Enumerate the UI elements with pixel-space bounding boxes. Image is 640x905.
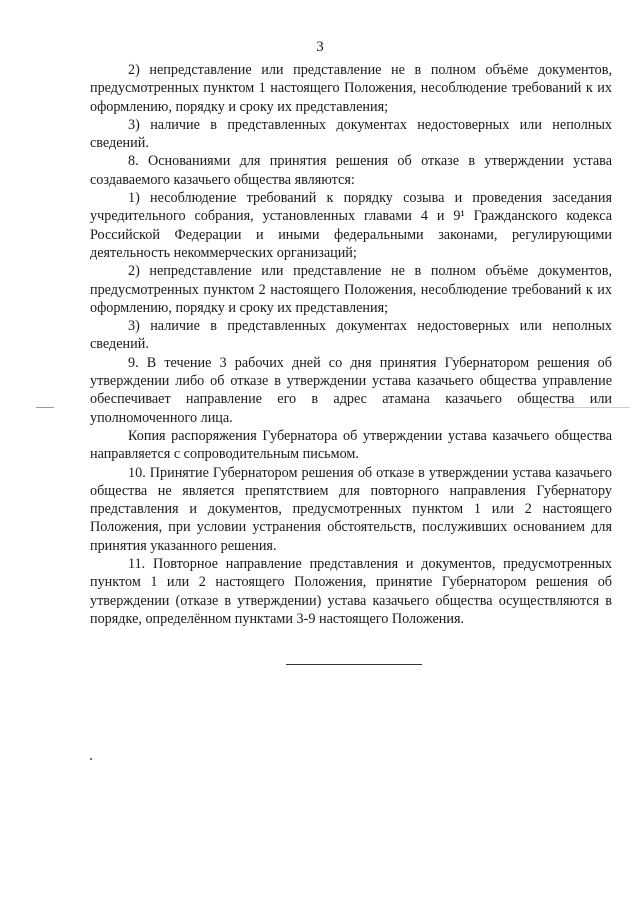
paragraph-11: 11. Повторное направление представления и документов, предусмотренных пунктом 1 или 2 настоящего Положения, принятие Губернатором решения об утверждении (отказе в утверждении) устава казачьего общества осуществляются в порядке, определённом пунктами 3-9 настоящего Положения.	[90, 556, 612, 627]
paragraph-8-2: 2) непредставление или представление не в полном объёме документов, предусмотренных пунктом 2 настоящего Положения, несоблюдение требований к их оформлению, порядку и сроку их представления;	[90, 263, 612, 316]
paragraph-7-3: 3) наличие в представленных документах недостоверных или неполных сведений.	[90, 116, 612, 152]
paragraph-9-copy: Копия распоряжения Губернатора об утверждении устава казачьего общества направляется с сопроводительным письмом.	[90, 427, 612, 463]
stray-dot-mark	[90, 758, 92, 760]
paragraph-9: 9. В течение 3 рабочих дней со дня принятия Губернатором решения об утверждении либо об отказе в утверждении устава казачьего общества управление обеспечивает направление его в адрес атамана казачьего общества или уполномоченного лица.	[90, 354, 612, 426]
document-body	[90, 61, 612, 628]
scan-artifact-right	[540, 407, 630, 408]
paragraph-8-3: 3) наличие в представленных документах недостоверных или неполных сведений.	[90, 318, 612, 353]
scan-artifact-left	[36, 407, 54, 408]
paragraph-7-2: 2) непредставление или представление не в полном объёме документов, предусмотренных пунктом 1 настоящего Положения, несоблюдение требований к их оформлению, порядку и сроку их представления;	[90, 62, 612, 115]
paragraph-10: 10. Принятие Губернатором решения об отказе в утверждении устава казачьего общества не является препятствием для повторного направления Губернатору представления и документов, предусмотренных пунктом 1 или 2 настоящего Положения, при условии устранения обстоятельств, послуживших основанием для принятия указанного решения.	[90, 464, 612, 554]
page-number: 3	[316, 39, 324, 55]
paragraph-8: 8. Основаниями для принятия решения об отказе в утверждении устава создаваемого казачьего общества являются:	[90, 153, 612, 188]
end-divider-line	[286, 664, 422, 665]
paragraph-8-1: 1) несоблюдение требований к порядку созыва и проведения заседания учредительного собрания, установленных главами 4 и 9¹ Гражданского кодекса Российской Федерации и иными федеральными законами, регулирующими деятельность некоммерческих организаций;	[90, 190, 612, 261]
